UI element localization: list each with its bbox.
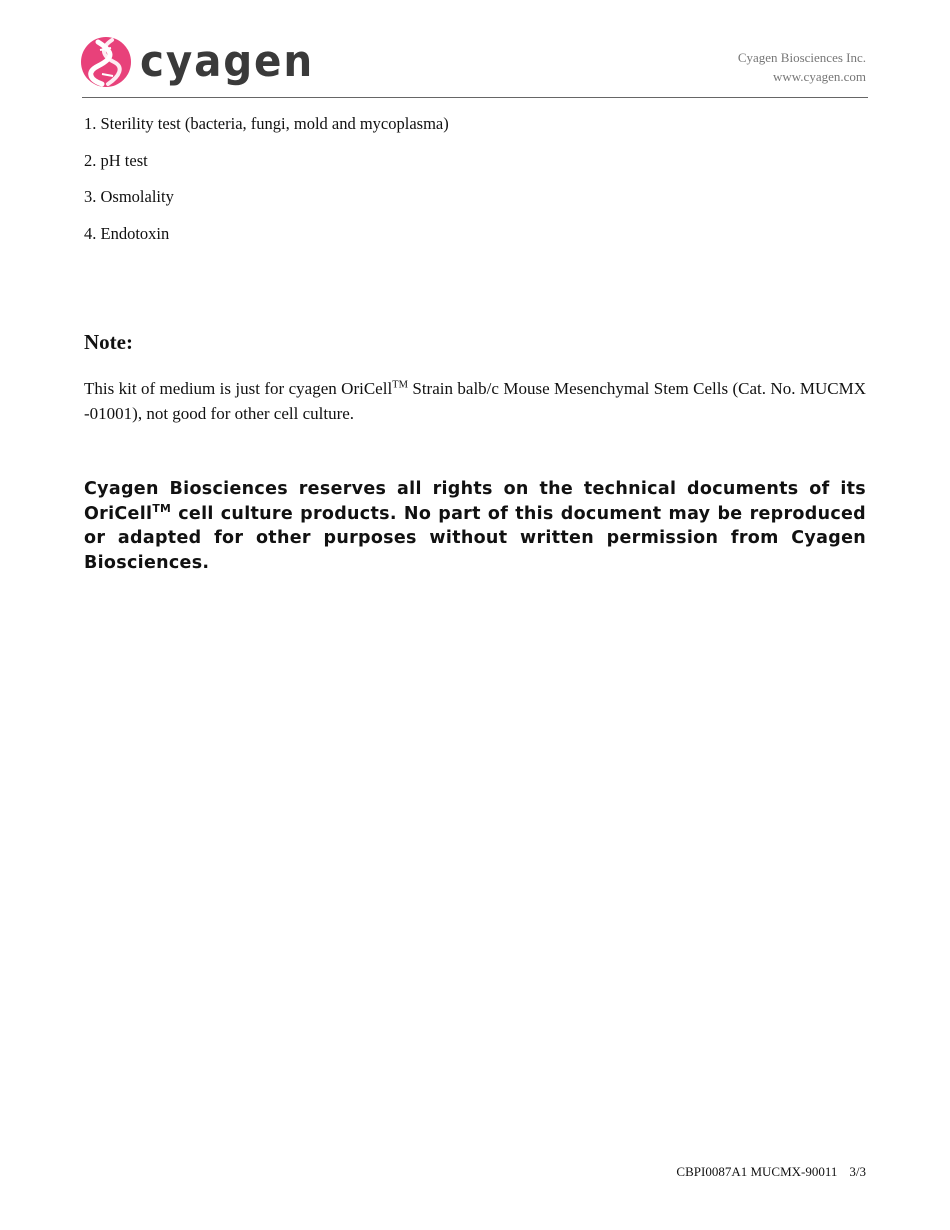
company-website: www.cyagen.com	[772, 69, 866, 84]
company-info	[738, 48, 866, 86]
dna-helix-logo-icon	[80, 36, 132, 88]
trademark-superscript: TM	[152, 501, 172, 515]
note-heading: Note:	[84, 330, 133, 354]
rights-statement	[84, 477, 866, 575]
list-item: 3. Osmolality	[84, 187, 174, 206]
list-item: 1. Sterility test (bacteria, fungi, mold and mycoplasma)	[84, 114, 449, 133]
header-divider	[82, 97, 868, 98]
trademark-superscript: TM	[392, 379, 408, 391]
qc-test-list	[84, 114, 449, 260]
logo-wordmark: cyagen	[140, 36, 314, 87]
company-name: Cyagen Biosciences Inc.	[737, 50, 866, 65]
cyagen-logo	[80, 36, 329, 88]
page-footer	[676, 1164, 866, 1180]
note-text-end: Strain balb/c Mouse Mesenchymal Stem Cells (Cat. No. MUCMX -01001), not good for other cell culture.	[84, 379, 866, 423]
document-code: CBPI0087A1 MUCMX-90011	[676, 1164, 838, 1179]
list-item: 2. pH test	[84, 150, 148, 170]
list-item: 4. Endotoxin	[84, 223, 170, 243]
note-paragraph	[84, 376, 866, 426]
note-text-start: This kit of medium is just for cyagen OriCell	[84, 379, 393, 398]
page-number: 3/3	[849, 1164, 866, 1179]
rights-text-end: cell culture products. No part of this document may be reproduced or adapted for other purposes without written permission from Cyagen Biosciences.	[84, 503, 866, 573]
rights-text-start: Cyagen Biosciences reserves all rights on the technical documents of its OriCell	[84, 479, 866, 524]
